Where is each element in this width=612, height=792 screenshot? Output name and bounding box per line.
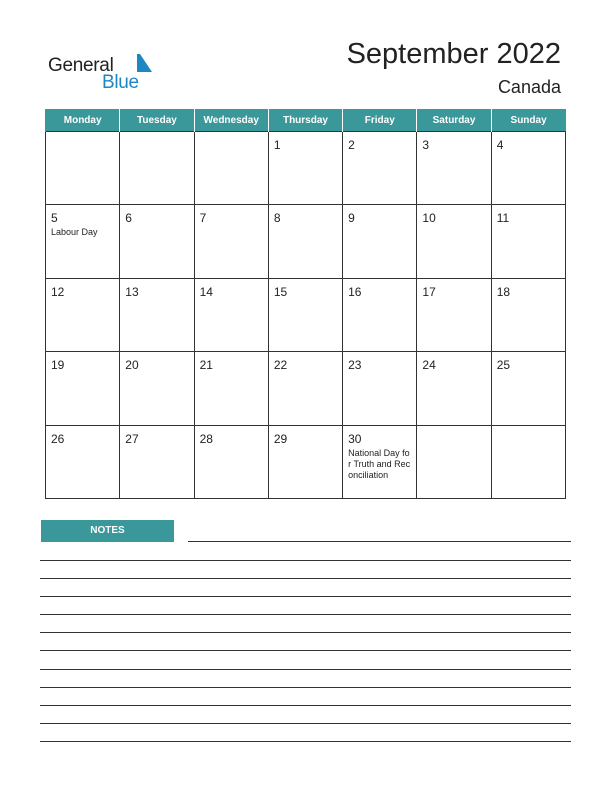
day-number: 4 [496,138,504,152]
day-cell [46,352,120,425]
day-cell [120,352,194,425]
note-line [188,541,571,542]
day-number: 26 [51,431,65,446]
day-cell [491,132,565,205]
day-cell [194,205,268,278]
weekday-header: Saturday [417,109,491,132]
day-number: 13 [125,284,139,299]
day-number: 24 [422,358,436,373]
day-cell [120,132,194,205]
day-cell [194,352,268,425]
day-number: 6 [125,211,132,226]
note-line [40,650,571,651]
day-cell [46,278,120,351]
day-number: 8 [273,211,281,226]
week-row [46,205,566,278]
holiday-label: National Day for Truth and Reconciliation [348,447,411,480]
weekday-header: Sunday [491,109,565,132]
day-number: 12 [51,284,65,299]
day-number: 21 [199,358,213,373]
day-cell [343,132,417,205]
day-cell [343,425,417,498]
day-number: 15 [273,284,288,299]
day-cell [46,205,120,278]
day-number: 30 [348,431,362,446]
note-line [40,705,571,706]
day-number: 19 [51,358,65,373]
day-cell [417,278,491,351]
day-number: 11 [496,211,510,226]
day-cell [268,425,342,498]
day-cell [120,278,194,351]
day-cell [46,132,120,205]
logo-flag-icon [140,54,152,72]
day-cell [343,205,417,278]
note-line [40,614,571,615]
logo-text-general: General [48,55,114,76]
holiday-label: Labour Day [51,227,98,238]
week-row [46,425,566,498]
day-cell [46,425,120,498]
day-cell [417,352,491,425]
day-cell [268,132,342,205]
weekday-header: Friday [343,109,417,132]
day-number: 25 [496,358,511,373]
day-cell [194,425,268,498]
day-number: 14 [199,284,213,299]
day-number: 23 [348,358,362,373]
weekday-header: Wednesday [194,109,268,132]
weekday-header-row [46,109,566,132]
note-line [40,578,571,579]
logo-text-blue: Blue [102,72,139,93]
day-number: 2 [348,138,355,152]
calendar-grid [45,109,566,499]
day-cell [343,352,417,425]
week-row [46,278,566,351]
note-line [40,632,571,633]
day-number: 9 [348,211,355,226]
day-number: 17 [422,284,436,299]
day-number: 7 [199,211,207,226]
week-row [46,352,566,425]
day-number: 10 [422,211,436,226]
generalblue-logo [48,52,158,92]
day-number: 20 [125,358,139,373]
note-line [40,669,571,670]
day-cell [343,278,417,351]
weekday-header: Thursday [268,109,342,132]
day-cell [268,278,342,351]
day-number: 22 [273,358,288,373]
day-cell [417,425,491,498]
day-cell [491,205,565,278]
note-line [40,723,571,724]
note-line [40,741,571,742]
week-row [46,132,566,205]
day-number: 18 [496,284,511,299]
day-number: 28 [199,431,213,446]
day-cell [491,352,565,425]
day-cell [491,425,565,498]
day-cell [120,425,194,498]
weekday-header: Monday [46,109,120,132]
calendar-title: September 2022 [346,38,561,70]
note-line [40,596,571,597]
day-number: 1 [273,138,281,152]
calendar-country: Canada [497,77,561,97]
day-cell [120,205,194,278]
weekday-header: Tuesday [120,109,194,132]
day-cell [194,278,268,351]
note-line [40,687,571,688]
day-number: 5 [51,211,58,226]
note-line [40,560,571,561]
day-cell [491,278,565,351]
day-cell [268,352,342,425]
day-number: 3 [422,138,430,152]
day-cell [417,132,491,205]
day-cell [268,205,342,278]
day-number: 27 [125,431,139,446]
day-cell [194,132,268,205]
day-number: 29 [273,431,288,446]
notes-heading: NOTES [41,520,174,542]
day-cell [417,205,491,278]
day-number: 16 [348,284,362,299]
